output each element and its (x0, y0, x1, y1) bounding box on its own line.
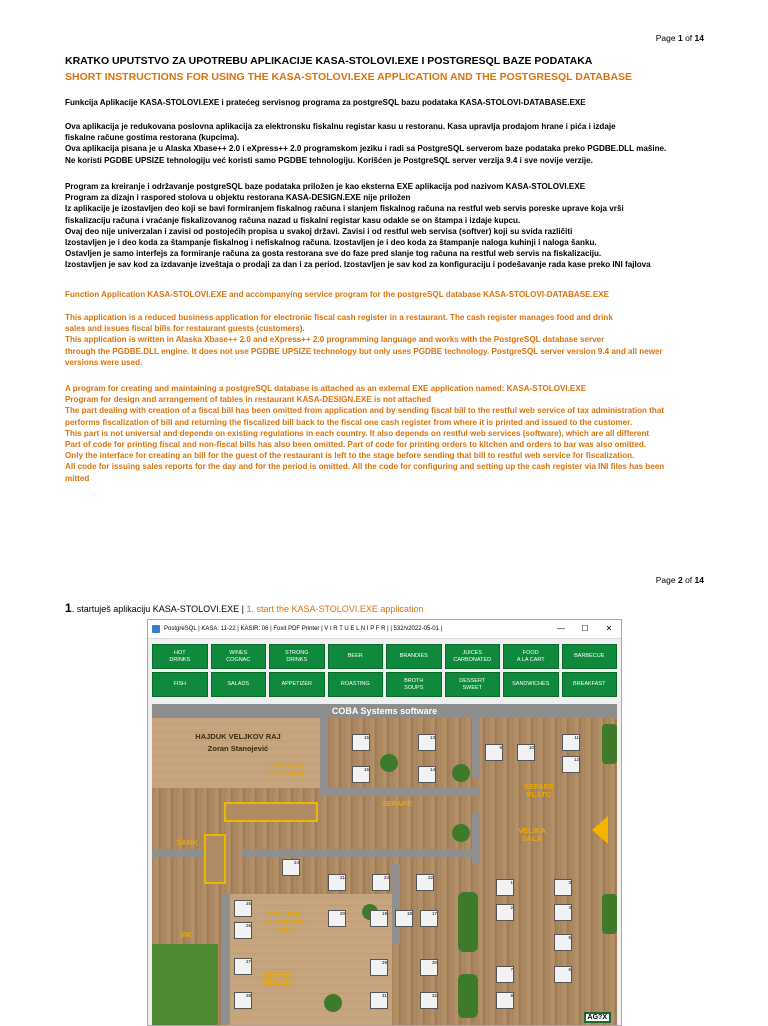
table-icon[interactable]: 22 (416, 874, 434, 891)
table-icon[interactable]: 21 (328, 874, 346, 891)
plant-icon (380, 754, 398, 772)
table-icon[interactable]: 24 (282, 859, 300, 876)
step-number: 1 (65, 601, 72, 615)
text-line: The part dealing with creation of a fiscal bill has been omitted from application and by sending fiscal bill to the restful web service of tax administration that (65, 406, 665, 416)
text-line: Program for design and arrangement of tables in restaurant KASA-DESIGN.EXE is not attached (65, 395, 432, 405)
table-icon[interactable]: 6 (554, 966, 572, 983)
wall (320, 788, 480, 796)
label-velika-sala: VELIKA SALA (518, 826, 546, 843)
label-sank: ŠANK (176, 838, 198, 847)
table-icon[interactable]: 2 (496, 904, 514, 921)
table-icon[interactable]: 9 (485, 744, 503, 761)
table-icon[interactable]: 19 (370, 910, 388, 927)
text-line: Izostavljen je i deo koda za štampanje fiskalnog i nefiskalnog računa. Izostavljen je i deo koda za štampanje naloga kuhinji i naloga šanku. (65, 238, 597, 248)
wall (472, 814, 480, 864)
menu-juices-button[interactable]: JUICES CARBONATED (445, 644, 501, 669)
app-icon (152, 625, 160, 633)
menu-wines-button[interactable]: WINES COGNAC (211, 644, 267, 669)
menu-sandwiches-button[interactable]: SANDWICHES (503, 672, 559, 697)
table-icon[interactable]: 20 (328, 910, 346, 927)
text-line: sales and issues fiscal bills for restaurant guests (customers). (65, 324, 305, 334)
table-icon[interactable]: 31 (370, 992, 388, 1009)
step-instruction (65, 601, 423, 615)
plant-icon (324, 994, 342, 1012)
menu-breakfast-button[interactable]: BREAKFAST (562, 672, 618, 697)
menu-broth-button[interactable]: BROTH SOUPS (386, 672, 442, 697)
paragraph-intro-sr (65, 97, 725, 108)
plant-icon (458, 892, 478, 952)
wall (320, 718, 328, 788)
table-icon[interactable]: 5 (554, 934, 572, 951)
table-icon[interactable]: 18 (395, 910, 413, 927)
paragraph-sr-1 (65, 121, 725, 166)
table-icon[interactable]: 29 (370, 959, 388, 976)
wall (222, 894, 230, 1024)
table-icon[interactable]: 27 (234, 958, 252, 975)
text-line: through the PGDBE.DLL engine. It does not use PGDBE UPSIZE technology but only uses PGDBE technology. PostgreSQL server version 9.4 and all newer (65, 346, 663, 356)
bar-counter (224, 802, 318, 822)
text-line: Program za kreiranje i održavanje postgreSQL baze podataka priložen je kao eksterna EXE aplikacija pod nazivom KASA-STOLOVI.EXE (65, 182, 586, 191)
window-title: PostgreSQL | KASA: 11-22 | KASIR: 06 | Foxit PDF Printer | V I R T U E L N I P F R | | 532/v2022-05-01 | (164, 626, 443, 632)
plant-icon (602, 724, 617, 764)
maximize-icon[interactable]: ☐ (581, 624, 589, 633)
text-line: This part is not universal and depends on existing regulations in each country. It also depends on restful web services (software), which are all different (65, 428, 650, 438)
plant-icon (452, 824, 470, 842)
entrance-arrow-icon (592, 816, 608, 844)
label-letnja-terasa: LETNJA TERASA (262, 970, 294, 987)
wall (242, 849, 472, 857)
text-line: Only the interface for creating an bill for the guest of the restaurant is left to the stage before sending that bill to restful web service for fiscalization. (65, 451, 635, 461)
table-icon[interactable]: 13 (418, 734, 436, 751)
text-line: This application is written in Alaska Xbase++ 2.0 and eXpress++ 2.0 programming language and works with the PostgreSQL database server (65, 335, 605, 345)
plant-icon (458, 974, 478, 1018)
table-icon[interactable]: 25 (234, 900, 252, 917)
table-icon[interactable]: 3 (554, 879, 572, 896)
text-line: Part of code for printing fiscal and non-fiscal bills has also been omitted. Part of code for printing orders to kitchen and orders to bar was also omitted. (65, 440, 647, 450)
table-icon[interactable]: 16 (352, 766, 370, 783)
text-line: Ova aplikacija pisana je u Alaska Xbase++ 2.0 i eXpress++ 2.0 programskom jeziku i radi sa PostgreSQL serverom baze podataka preko PGDBE.DLL mašine. (65, 144, 667, 154)
menu-appetizer-button[interactable]: APPETIZER (269, 672, 325, 697)
owner-name: HAJDUK VELJKOV RAJ (195, 732, 281, 741)
paragraph-en-1 (65, 312, 725, 368)
table-icon[interactable]: 17 (420, 910, 438, 927)
owner-person: Zoran Stanojević (207, 744, 269, 753)
table-icon[interactable]: 28 (234, 992, 252, 1009)
text-line: performs fiscalization of bill and returning the fiscalized bill back to the fiscal one cash register from where it is printed and issued to the customer. (65, 417, 633, 427)
menu-food-button[interactable]: FOOD A LA CART (503, 644, 559, 669)
wall (152, 849, 212, 857)
text-line: Program za dizajn i raspored stolova u objektu restorana KASA-DESIGN.EXE nije priložen (65, 193, 411, 203)
text-line: Ne koristi PGDBE UPSIZE tehnologiju već koristi samo PGDBE tehnologiju. Korišćen je PostgreSQL server verzija 9.4 i sve novije verzije. (65, 155, 593, 165)
page-number: Page 1 of 14 (655, 33, 704, 43)
table-icon[interactable]: 8 (496, 992, 514, 1009)
plant-icon (452, 764, 470, 782)
table-icon[interactable]: 7 (496, 966, 514, 983)
label-hajduk-sala: HAJDUK VELJKOVA SALA (265, 909, 305, 934)
text-line: Function Application KASA-STOLOVI.EXE and accompanying service program for the postgreSQL database KASA-STOLOVI-DATABASE.EXE (65, 290, 610, 299)
label-kuhinja: KUHINJA I OSTAVA (270, 761, 304, 778)
close-icon[interactable]: ✕ (605, 624, 613, 633)
paragraph-sr-2 (65, 181, 725, 271)
table-icon[interactable]: 12 (562, 756, 580, 773)
menu-barbecue-button[interactable]: BARBECUE (562, 644, 618, 669)
menu-roasting-button[interactable]: ROASTING (328, 672, 384, 697)
plant-icon (602, 894, 617, 934)
text-line: Iz aplikacije je izostavljen deo koji se bavi formiranjem fiskalnog računa i slanjem fiskalnog računa na restful web servis poreske uprave koja vrši (65, 204, 624, 214)
text-line: Ostavljen je samo interfejs za formiranje računa za gosta restorana sve do faze pred slanje tog računa na restful web servis na fiskalizaciju. (65, 249, 602, 259)
text-line: fiskalne račune gostima restorana (kupcima). (65, 133, 240, 143)
text-line: fiskalizaciju računa i vraćanje fiskalizovanog računa nazad u fiskalni registar kasu odakle se on štampa i izdaje kupcu. (65, 215, 521, 225)
text-line: versions were used. (65, 357, 143, 367)
text-line: Ovaj deo nije univerzalan i zavisi od postojećih propisa u svakoj državi. Zavisi i od restful web servisa (softver) koji su svida različiti (65, 226, 573, 236)
table-icon[interactable]: 23 (372, 874, 390, 891)
document-title-english: SHORT INSTRUCTIONS FOR USING THE KASA-STOLOVI.EXE APPLICATION AND THE POSTGRESQL DATABASE (65, 71, 633, 83)
table-icon[interactable]: 15 (352, 734, 370, 751)
step-text-en: 1. start the KASA-STOLOVI.EXE application (246, 604, 424, 614)
paragraph-intro-en (65, 289, 725, 300)
menu-brandies-button[interactable]: BRANDIES (386, 644, 442, 669)
label-wc: WC (180, 930, 194, 939)
table-icon[interactable]: 30 (420, 959, 438, 976)
text-line: All code for issuing sales reports for the day and for the period is omitted. All the code for configuring and setting up the cash register via INI files has been (65, 462, 665, 472)
table-icon[interactable]: 14 (418, 766, 436, 783)
table-icon[interactable]: 1 (496, 879, 514, 896)
menu-beer-button[interactable]: BEER (328, 644, 384, 669)
floor-plan (152, 704, 617, 1025)
page-number: Page 2 of 14 (655, 575, 704, 585)
menu-dessert-button[interactable]: DESSERT SWEET (445, 672, 501, 697)
label-separe: SEPARE (381, 799, 413, 808)
table-icon[interactable]: 4 (554, 904, 572, 921)
text-line: mitted (65, 473, 90, 483)
wall (472, 718, 480, 778)
text-line: This application is a reduced business application for electronic fiscal cash register in a restaurant. The cash register manages food and drink (65, 313, 613, 322)
table-icon[interactable]: 10 (517, 744, 535, 761)
bar-counter (204, 834, 226, 884)
document-title: KRATKO UPUTSTVO ZA UPOTREBU APLIKACIJE KASA-STOLOVI.EXE I POSTGRESQL BAZE PODATAKA (65, 55, 593, 67)
text-line: A program for creating and maintaining a postgreSQL database is attached as an external EXE application named: KASA-STOLOVI.EXE (65, 384, 587, 393)
category-menu (152, 644, 617, 697)
step-text-sr: . startuješ aplikaciju KASA-STOLOVI.EXE | (71, 604, 247, 614)
corner-badge[interactable]: AG?X (584, 1012, 611, 1023)
minimize-icon[interactable]: — (557, 624, 565, 633)
text-line: Funkcija Aplikacije KASA-STOLOVI.EXE i pratećeg servisnog programa za postgreSQL bazu podataka KASA-STOLOVI-DATABASE.EXE (65, 98, 586, 107)
text-line: Izostavljen je sav kod za izdavanje izveštaja o prodaji za dan i za period. Izostavljen je sav kod za konfiguraciju i podešavanje rada kase preko INI fajlova (65, 260, 651, 270)
menu-fish-button[interactable]: FISH (152, 672, 208, 697)
menu-strong-drinks-button[interactable]: STRONG DRINKS (269, 644, 325, 669)
table-icon[interactable]: 26 (234, 922, 252, 939)
table-icon[interactable]: 32 (420, 992, 438, 1009)
app-window-screenshot (147, 619, 622, 1026)
text-line: Ova aplikacija je redukovana poslovna aplikacija za elektronsku fiskalnu registar kasu u restoranu. Kasa upravlja prodajom hrane i pića i izdaje (65, 122, 616, 131)
table-icon[interactable]: 11 (562, 734, 580, 751)
wall (392, 864, 400, 944)
floor-banner: COBA Systems software (152, 704, 617, 718)
menu-salads-button[interactable]: SALADS (211, 672, 267, 697)
label-separe-plato: SEPARE PLATO (523, 782, 555, 799)
window-titlebar (148, 620, 621, 639)
menu-hot-drinks-button[interactable]: HOT DRINKS (152, 644, 208, 669)
garden-area (152, 944, 218, 1025)
paragraph-en-2 (65, 383, 725, 484)
